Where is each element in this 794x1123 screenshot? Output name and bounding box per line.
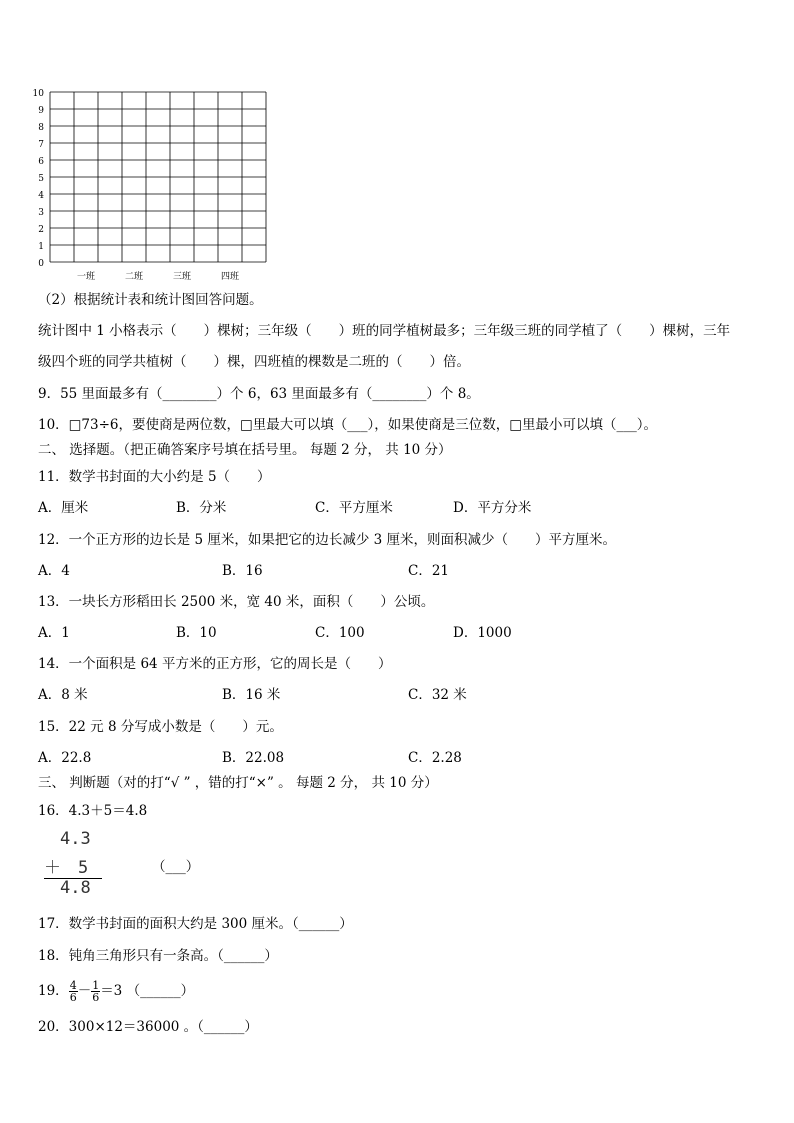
vertical-sum: 4.8: [60, 878, 91, 898]
y-tick: 9: [38, 106, 44, 116]
question-11: 11．数学书封面的大小约是 5（ ）: [38, 469, 271, 485]
q15-option-b: B．22.08: [222, 750, 285, 766]
q8-line1: 统计图中 1 小格表示（ ）棵树；三年级（ ）班的同学植树最多；三年级三班的同学植了（ ）棵树，三年: [38, 323, 731, 339]
question-10: 10．□73÷6，要使商是两位数，□里最大可以填（___），如果使商是三位数，□里最小可以填（___）。: [38, 417, 658, 433]
q19-prefix: 19．: [38, 983, 69, 999]
x-label: 四班: [220, 272, 240, 282]
q8-line2: 级四个班的同学共植树（ ）棵，四班植的棵数是二班的（ ）倍。: [38, 354, 470, 370]
q12-option-a: A．4: [38, 563, 70, 579]
q13-option-c: C．100: [315, 625, 365, 641]
question-18: 18．钝角三角形只有一条高。（______）: [38, 948, 278, 964]
frac1-numerator: 4: [69, 979, 77, 992]
y-tick: 7: [38, 140, 44, 150]
fraction-four-sixths: [69, 980, 78, 1003]
y-tick: 8: [38, 123, 44, 133]
vertical-addend-top: 4.3: [60, 829, 91, 849]
q11-option-b: B．分米: [176, 500, 227, 516]
y-tick: 3: [38, 208, 44, 218]
q13-option-d: D．1000: [453, 625, 512, 641]
frac1-denominator: 6: [69, 991, 77, 1004]
question-15: 15．22 元 8 分写成小数是（ ）元。: [38, 719, 283, 735]
x-label: 二班: [124, 272, 144, 282]
y-tick: 10: [32, 89, 44, 99]
frac2-denominator: 6: [92, 991, 100, 1004]
q12-option-c: C．21: [408, 563, 450, 579]
x-label: 三班: [172, 272, 192, 282]
q13-option-b: B．10: [176, 625, 217, 641]
question-12: 12．一个正方形的边长是 5 厘米，如果把它的边长减少 3 厘米，则面积减少（ ）平方厘米。: [38, 532, 617, 548]
tree-planting-grid: [30, 82, 280, 282]
q8-part2: （2）根据统计表和统计图回答问题。: [38, 292, 263, 308]
y-tick: 1: [38, 242, 44, 252]
fraction-one-sixth: [91, 980, 100, 1003]
q12-option-b: B．16: [222, 563, 263, 579]
q14-option-b: B．16 米: [222, 687, 281, 703]
y-tick-labels: [33, 89, 45, 269]
grid-lines: [50, 92, 266, 262]
q13-option-a: A．1: [38, 625, 70, 641]
q14-option-c: C．32 米: [408, 687, 467, 703]
q15-option-c: C．2.28: [408, 750, 462, 766]
y-tick: 0: [38, 259, 44, 269]
x-label: 一班: [76, 272, 96, 282]
x-labels: [77, 270, 239, 282]
question-19: [38, 978, 194, 1004]
question-20: 20．300×12＝36000 。（______）: [38, 1019, 258, 1035]
question-16: 16．4.3＋5＝4.8: [38, 803, 148, 819]
minus-sign: －: [77, 983, 92, 999]
y-tick: 4: [38, 191, 44, 201]
y-tick: 2: [38, 225, 44, 235]
q16-answer-blank[interactable]: （___）: [152, 859, 200, 875]
question-17: 17．数学书封面的面积大约是 300 厘米。（______）: [38, 916, 353, 932]
frac2-numerator: 1: [92, 979, 100, 992]
q15-option-a: A．22.8: [38, 750, 92, 766]
y-tick: 5: [38, 174, 44, 184]
vertical-addend-bottom: ＋ 5: [44, 853, 102, 879]
q14-option-a: A．8 米: [38, 687, 88, 703]
section-2-heading: 二、 选择题。（把正确答案序号填在括号里。 每题 2 分， 共 10 分）: [38, 442, 452, 458]
q11-option-c: C．平方厘米: [315, 500, 393, 516]
q19-rest: ＝3 （______）: [100, 983, 195, 999]
q11-option-d: D．平方分米: [453, 500, 532, 516]
y-tick: 6: [38, 157, 44, 167]
question-13: 13．一块长方形稻田长 2500 米，宽 40 米，面积（ ）公顷。: [38, 594, 435, 610]
question-14: 14．一个面积是 64 平方米的正方形，它的周长是（ ）: [38, 656, 392, 672]
question-9: 9．55 里面最多有（________）个 6，63 里面最多有（________）个 8。: [38, 386, 480, 402]
q11-option-a: A．厘米: [38, 500, 89, 516]
section-3-heading: 三、 判断题（对的打“√ ” ，错的打“×” 。 每题 2 分， 共 10 分）: [38, 775, 438, 791]
